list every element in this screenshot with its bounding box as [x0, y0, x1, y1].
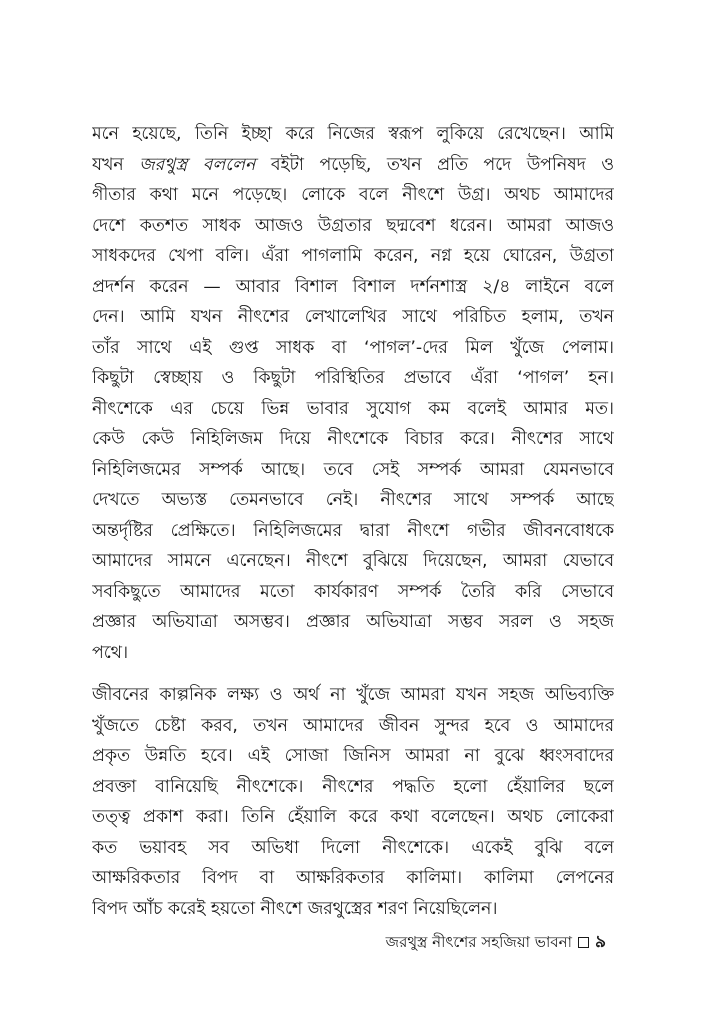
text-line: অন্তর্দৃষ্টির প্রেক্ষিতে। নিহিলিজমের দ্বারা নীৎশে গভীর জীবনবোধকে	[92, 520, 614, 541]
italic-book-title: জরথুস্ত্র বললেন	[139, 154, 256, 175]
page-number: ৯	[594, 932, 606, 952]
text-line: দেখতে অভ্যস্ত তেমনভাবে নেই। নীৎশের সাথে সম্পর্ক আছে	[92, 490, 614, 510]
text-line: যখন জরথুস্ত্র বললেন বইটা পড়েছি, তখন প্রতি পদে উপনিষদ ও	[92, 154, 614, 175]
text-line: বিপদ আঁচ করেই হয়তো নীৎশে জরথুস্ত্রের শরণ নিয়েছিলেন।	[92, 898, 498, 919]
text-line: প্রবক্তা বানিয়েছি নীৎশেকে। নীৎশের পদ্ধতি হলো হেঁয়ালির ছলে	[92, 776, 614, 797]
text-line: জীবনের কাল্পনিক লক্ষ্য ও অর্থ না খুঁজে আমরা যখন সহজ অভিব্যক্তি	[92, 685, 614, 705]
text-line: মনে হয়েছে, তিনি ইচ্ছা করে নিজের স্বরূপ লুকিয়ে রেখেছেন। আমি	[92, 124, 614, 144]
text-line: আক্ষরিকতার বিপদ বা আক্ষরিকতার কালিমা। কালিমা লেপনের	[92, 868, 614, 888]
text-line: নীৎশেকে এর চেয়ে ভিন্ন ভাবার সুযোগ কম বলেই আমার মত।	[92, 398, 614, 419]
text-line: তত্ত্ব প্রকাশ করা। তিনি হেঁয়ালি করে কথা বলেছেন। অথচ লোকেরা	[92, 807, 614, 827]
text-line: গীতার কথা মনে পড়েছে। লোকে বলে নীৎশে উগ্র। অথচ আমাদের	[92, 185, 614, 205]
text-line: নিহিলিজমের সম্পর্ক আছে। তবে সেই সম্পর্ক আমরা যেমনভাবে	[92, 459, 614, 480]
text-line: প্রদর্শন করেন — আবার বিশাল বিশাল দর্শনশাস্ত্র ২/৪ লাইনে বলে	[92, 276, 614, 297]
square-separator-icon	[578, 937, 589, 948]
running-footer	[386, 930, 606, 954]
text-line: দেশে কতশত সাধক আজও উগ্রতার ছদ্মবেশ ধরেন। আমরা আজও	[92, 215, 614, 236]
footer-book-title: জরথুস্ত্র নীৎশের সহজিয়া ভাবনা	[385, 933, 572, 951]
text-line: কিছুটা স্বেচ্ছায় ও কিছুটা পরিস্থিতির প্রভাবে এঁরা ‘পাগল’ হন।	[92, 368, 614, 388]
text-line: পথে।	[92, 642, 129, 663]
text-line: সাধকদের খেপা বলি। এঁরা পাগলামি করেন, নগ্ন হয়ে ঘোরেন, উগ্রতা	[92, 246, 614, 266]
paragraph-2	[92, 680, 614, 924]
text-line: সবকিছুতে আমাদের মতো কার্যকারণ সম্পর্ক তৈরি করি সেভাবে	[92, 581, 614, 602]
text-line: প্রকৃত উন্নতি হবে। এই সোজা জিনিস আমরা না বুঝে ধ্বংসবাদের	[92, 746, 614, 766]
paragraph-1	[92, 119, 614, 668]
text-line: কেউ কেউ নিহিলিজম দিয়ে নীৎশেকে বিচার করে। নীৎশের সাথে	[92, 429, 614, 449]
text-line: খুঁজতে চেষ্টা করব, তখন আমাদের জীবন সুন্দর হবে ও আমাদের	[92, 715, 614, 736]
text-line: আমাদের সামনে এনেছেন। নীৎশে বুঝিয়ে দিয়েছেন, আমরা যেভাবে	[92, 551, 614, 571]
text-line: দেন। আমি যখন নীৎশের লেখালেখির সাথে পরিচিত হলাম, তখন	[92, 307, 614, 327]
text-line: কত ভয়াবহ সব অভিধা দিলো নীৎশেকে। একেই বুঝি বলে	[92, 837, 614, 858]
text-line: প্রজ্ঞার অভিযাত্রা অসম্ভব। প্রজ্ঞার অভিযাত্রা সম্ভব সরল ও সহজ	[92, 612, 614, 632]
text-line: তাঁর সাথে এই গুপ্ত সাধক বা ‘পাগল’-দের মিল খুঁজে পেলাম।	[92, 337, 614, 358]
